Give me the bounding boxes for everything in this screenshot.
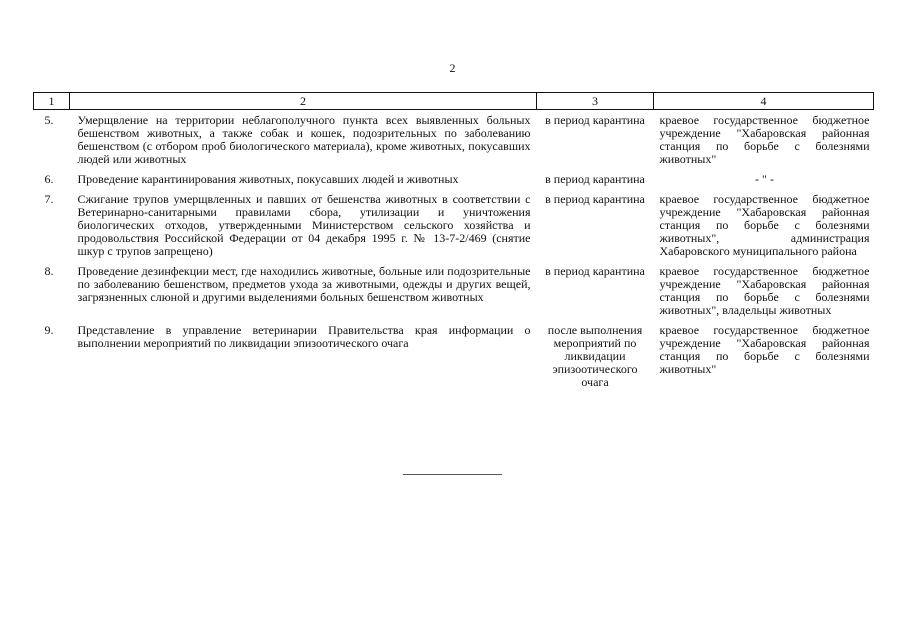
row-action: Проведение дезинфекции мест, где находились животные, больные или подозрительные по заболеванию бешенством, предметов ухода за животными, одежды и других вещей, загрязненных слюной и другими выделениями больных бешенством животных [77,264,531,304]
measures-table [33,92,874,396]
header-col-3: 3 [537,93,654,110]
row-action: Сжигание трупов умерщвленных и павших от бешенства животных в соответствии с Ветеринарно-санитарными правилами сбора, утилизации и уничтожения биологических отходов, утвержденными Министерством сельского хозяйства и продовольствия Российской Федерации от 04 декабря 1995 г. № 13-7-2/469 (снятие шкур с трупов запрещено) [77,192,531,258]
row-responsible: - " - [755,172,774,186]
end-divider [403,474,502,475]
row-action: Умерщвление на территории неблагополучного пункта всех выявленных больных бешенством животных, а также собак и кошек, подозрительных по заболеванию бешенством (с отбором проб биологического материала), кроме животных, покусавших людей или животных [77,113,531,166]
table-body [34,110,874,397]
row-responsible: краевое государственное бюджетное учреждение "Хабаровская районная станция по борьбе с болезнями животных" [659,113,870,166]
row-term: в период карантина [545,172,645,186]
row-action: Проведение карантинирования животных, покусавших людей и животных [77,172,459,186]
page-number: 2 [449,61,456,75]
table-row [34,193,874,265]
table-row [34,173,874,193]
header-col-4: 4 [654,93,874,110]
row-number: 6. [44,172,54,186]
row-number: 8. [44,264,54,278]
row-number: 9. [44,323,54,337]
row-term: в период карантина [545,192,645,206]
row-number: 7. [44,192,54,206]
header-col-2: 2 [70,93,537,110]
row-term: в период карантина [545,113,645,127]
row-responsible: краевое государственное бюджетное учреждение "Хабаровская районная станция по борьбе с болезнями животных", владельцы животных [659,264,870,317]
table-row [34,265,874,324]
header-col-1: 1 [34,93,70,110]
row-responsible: краевое государственное бюджетное учреждение "Хабаровская районная станция по борьбе с болезнями животных" [659,323,870,376]
row-number: 5. [44,113,54,127]
table-row [34,110,874,174]
table-row [34,324,874,396]
row-term: в период карантина [545,264,645,278]
row-term: после выполнения мероприятий по ликвидации эпизоотического очага [547,323,643,389]
row-responsible: краевое государственное бюджетное учреждение "Хабаровская районная станция по борьбе с болезнями животных", администрация Хабаровского муниципального района [659,192,870,258]
table-header [34,93,874,110]
row-action: Представление в управление ветеринарии Правительства края информации о выполнении мероприятий по ликвидации эпизоотического очага [77,323,531,350]
header-row [34,93,874,110]
